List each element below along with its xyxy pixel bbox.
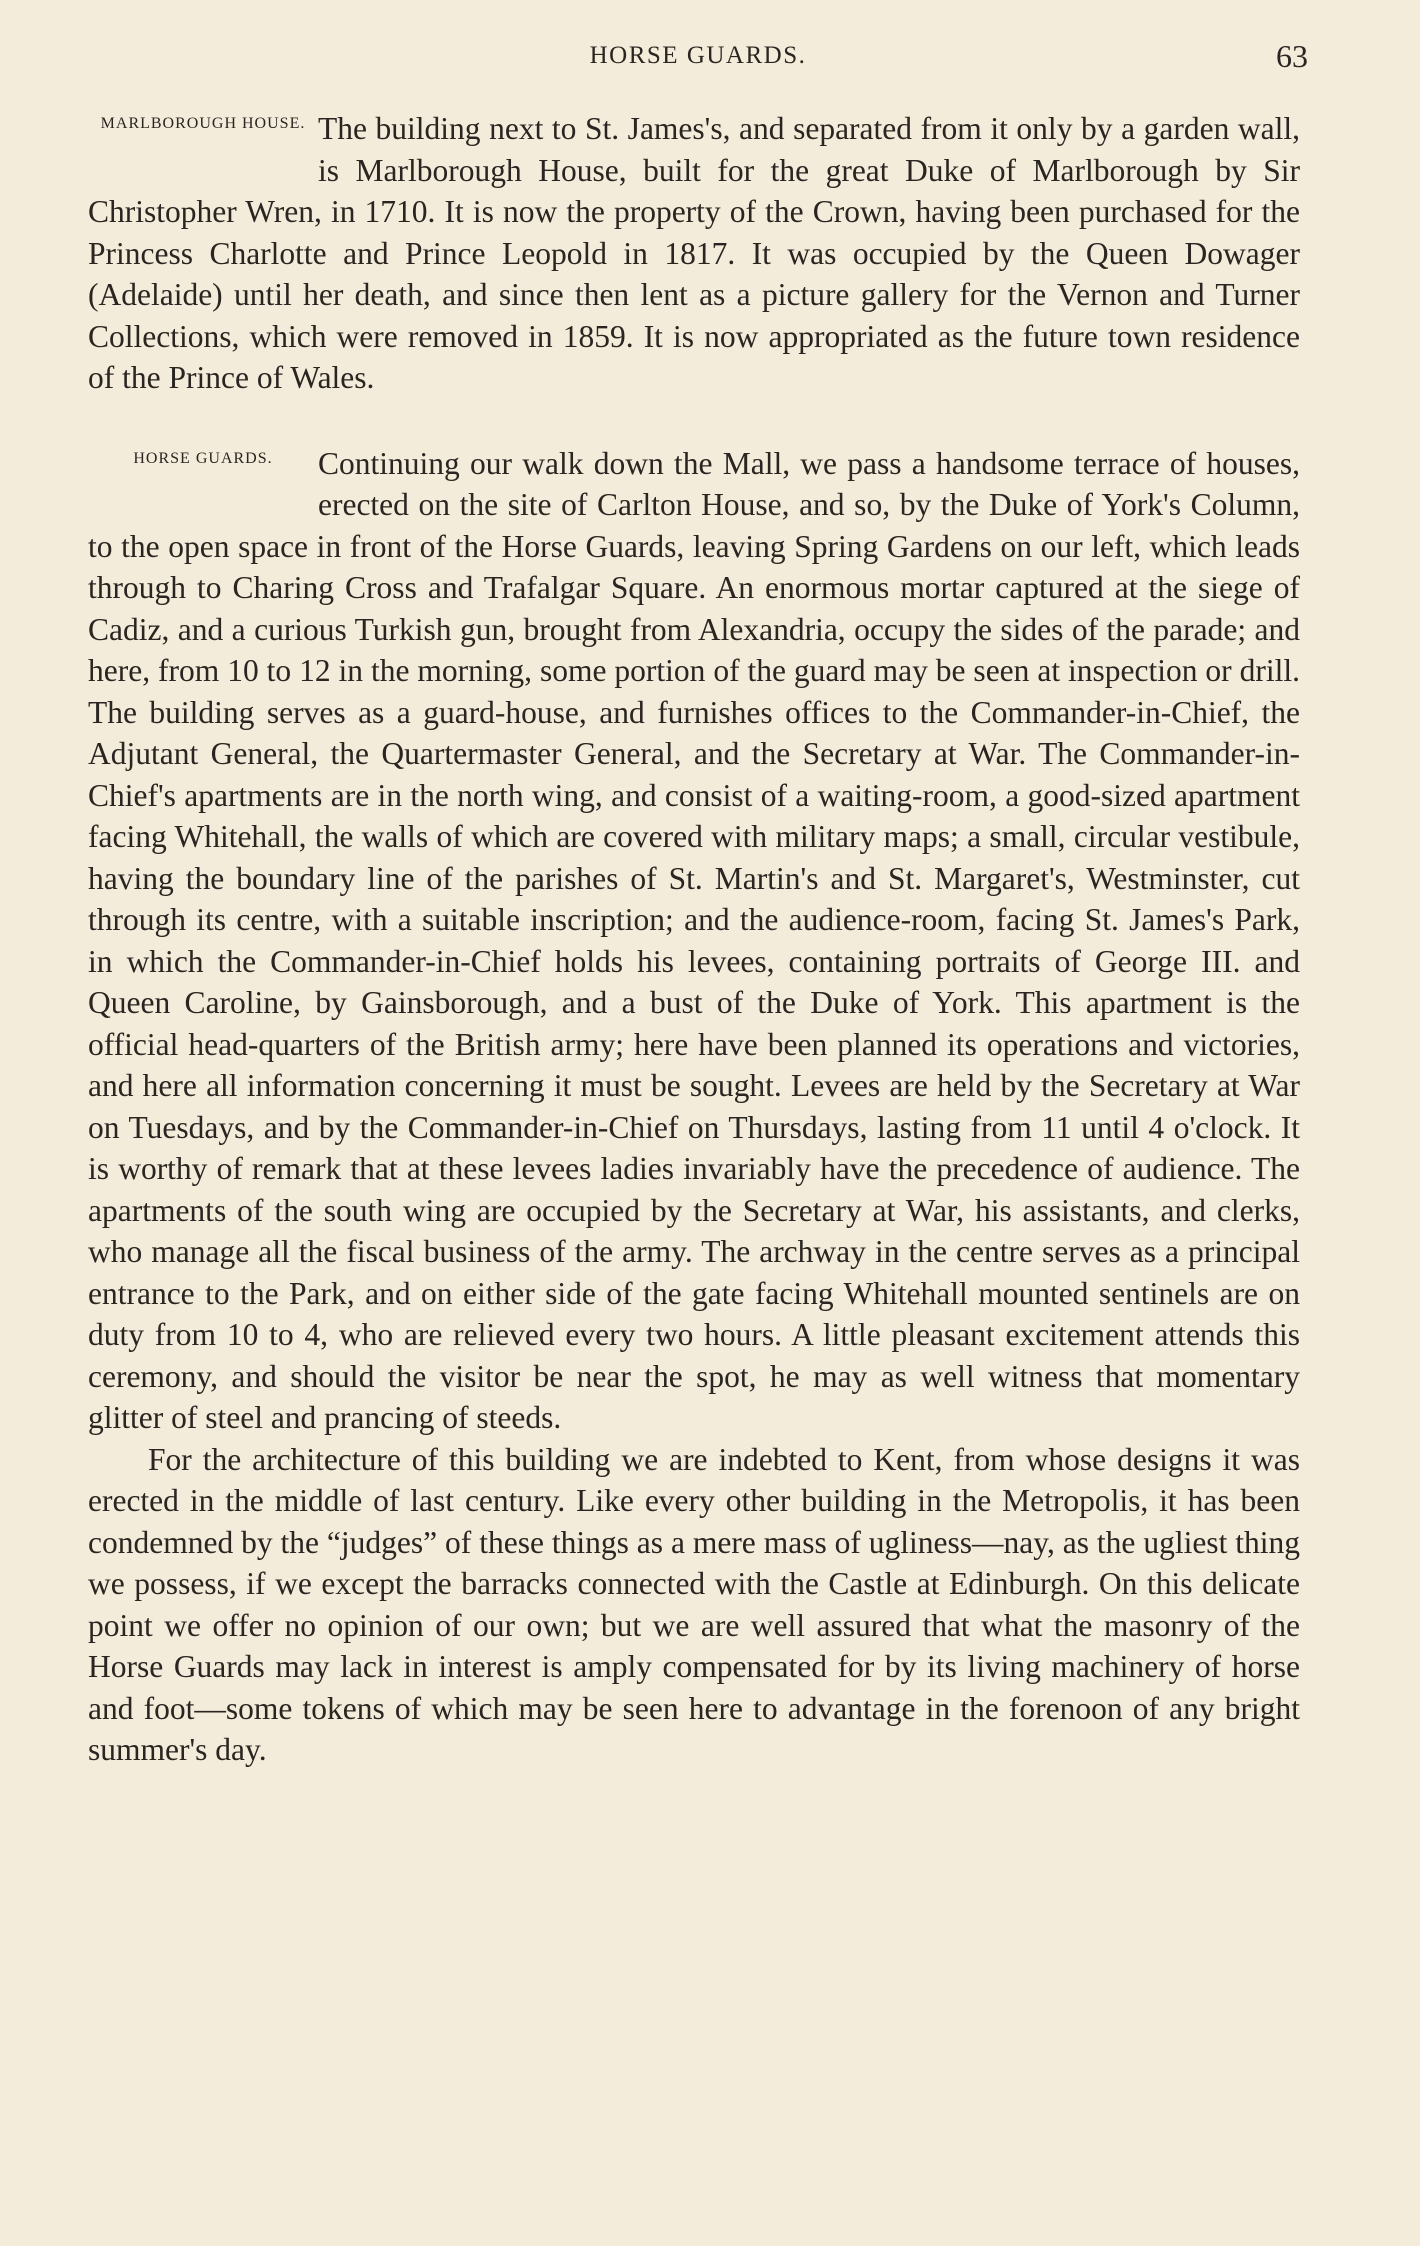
section-marlborough-house (88, 108, 1300, 399)
section-horse-guards (88, 443, 1300, 1439)
side-label-marlborough-house: MARLBOROUGH HOUSE. (100, 115, 306, 132)
running-title: HORSE GUARDS. (589, 42, 807, 69)
section-architecture (88, 1439, 1300, 1771)
paragraph-architecture: For the architecture of this building we are indebted to Kent, from whose designs it was erected in the middle of last century. Like every other building in the Metropolis, it has been condemned by the “judges” of these things as a mere mass of ugliness—nay, as the ugliest thing we possess, if we except the barracks connected with the Castle at Edinburgh. On this delicate point we offer no opinion of our own; but we are well assured that what the masonry of the Horse Guards may lack in interest is amply compensated for by its living machinery of horse and foot—some tokens of which may be seen here to advantage in the forenoon of any bright summer's day. (88, 1441, 1300, 1767)
paragraph-horse-guards: Continuing our walk down the Mall, we pass a handsome terrace of houses, erected on the site of Carlton House, and so, by the Duke of York's Column, to the open space in front of the Horse Guards, leaving Spring Gardens on our left, which leads through to Charing Cross and Trafalgar Square. An enormous mortar captured at the siege of Cadiz, and a curious Turkish gun, brought from Alexandria, occupy the sides of the parade; and here, from 10 to 12 in the morning, some portion of the guard may be seen at inspection or drill. The building serves as a guard-house, and furnishes offices to the Commander-in-Chief, the Adjutant General, the Quartermaster General, and the Secretary at War. The Commander-in-Chief's apartments are in the north wing, and consist of a waiting-room, a good-sized apartment facing Whitehall, the walls of which are covered with military maps; a small, circular vestibule, having the boundary line of the parishes of St. Martin's and St. Margaret's, Westminster, cut through its centre, with a suitable inscription; and the audience-room, facing St. James's Park, in which the Commander-in-Chief holds his levees, containing portraits of George III. and Queen Caroline, by Gainsborough, and a bust of the Duke of York. This apartment is the official head-quarters of the British army; here have been planned its operations and victories, and here all information concerning it must be sought. Levees are held by the Secretary at War on Tuesdays, and by the Commander-in-Chief on Thursdays, lasting from 11 until 4 o'clock. It is worthy of remark that at these levees ladies invariably have the precedence of audience. The apartments of the south wing are occupied by the Secretary at War, his assistants, and clerks, who manage all the fiscal business of the army. The archway in the centre serves as a principal entrance to the Park, and on either side of the gate facing Whitehall mounted sentinels are on duty from 10 to 4, who are relieved every two hours. A little pleasant excitement attends this ceremony, and should the visitor be near the spot, he may as well witness that momentary glitter of steel and prancing of steeds. (88, 445, 1300, 1435)
side-label-horse-guards: HORSE GUARDS. (133, 449, 273, 467)
paragraph-marlborough-house: The building next to St. James's, and separated from it only by a garden wall, is Marlborough House, built for the great Duke of Marlborough by Sir Christopher Wren, in 1710. It is now the property of the Crown, having been purchased for the Princess Charlotte and Prince Leopold in 1817. It was occupied by the Queen Dowager (Adelaide) until her death, and since then lent as a picture gallery for the Vernon and Turner Collections, which were removed in 1859. It is now appropriated as the future town residence of the Prince of Wales. (88, 111, 1300, 395)
body-text (88, 108, 1300, 1771)
running-head (88, 38, 1308, 78)
page-number: 63 (1276, 38, 1308, 74)
